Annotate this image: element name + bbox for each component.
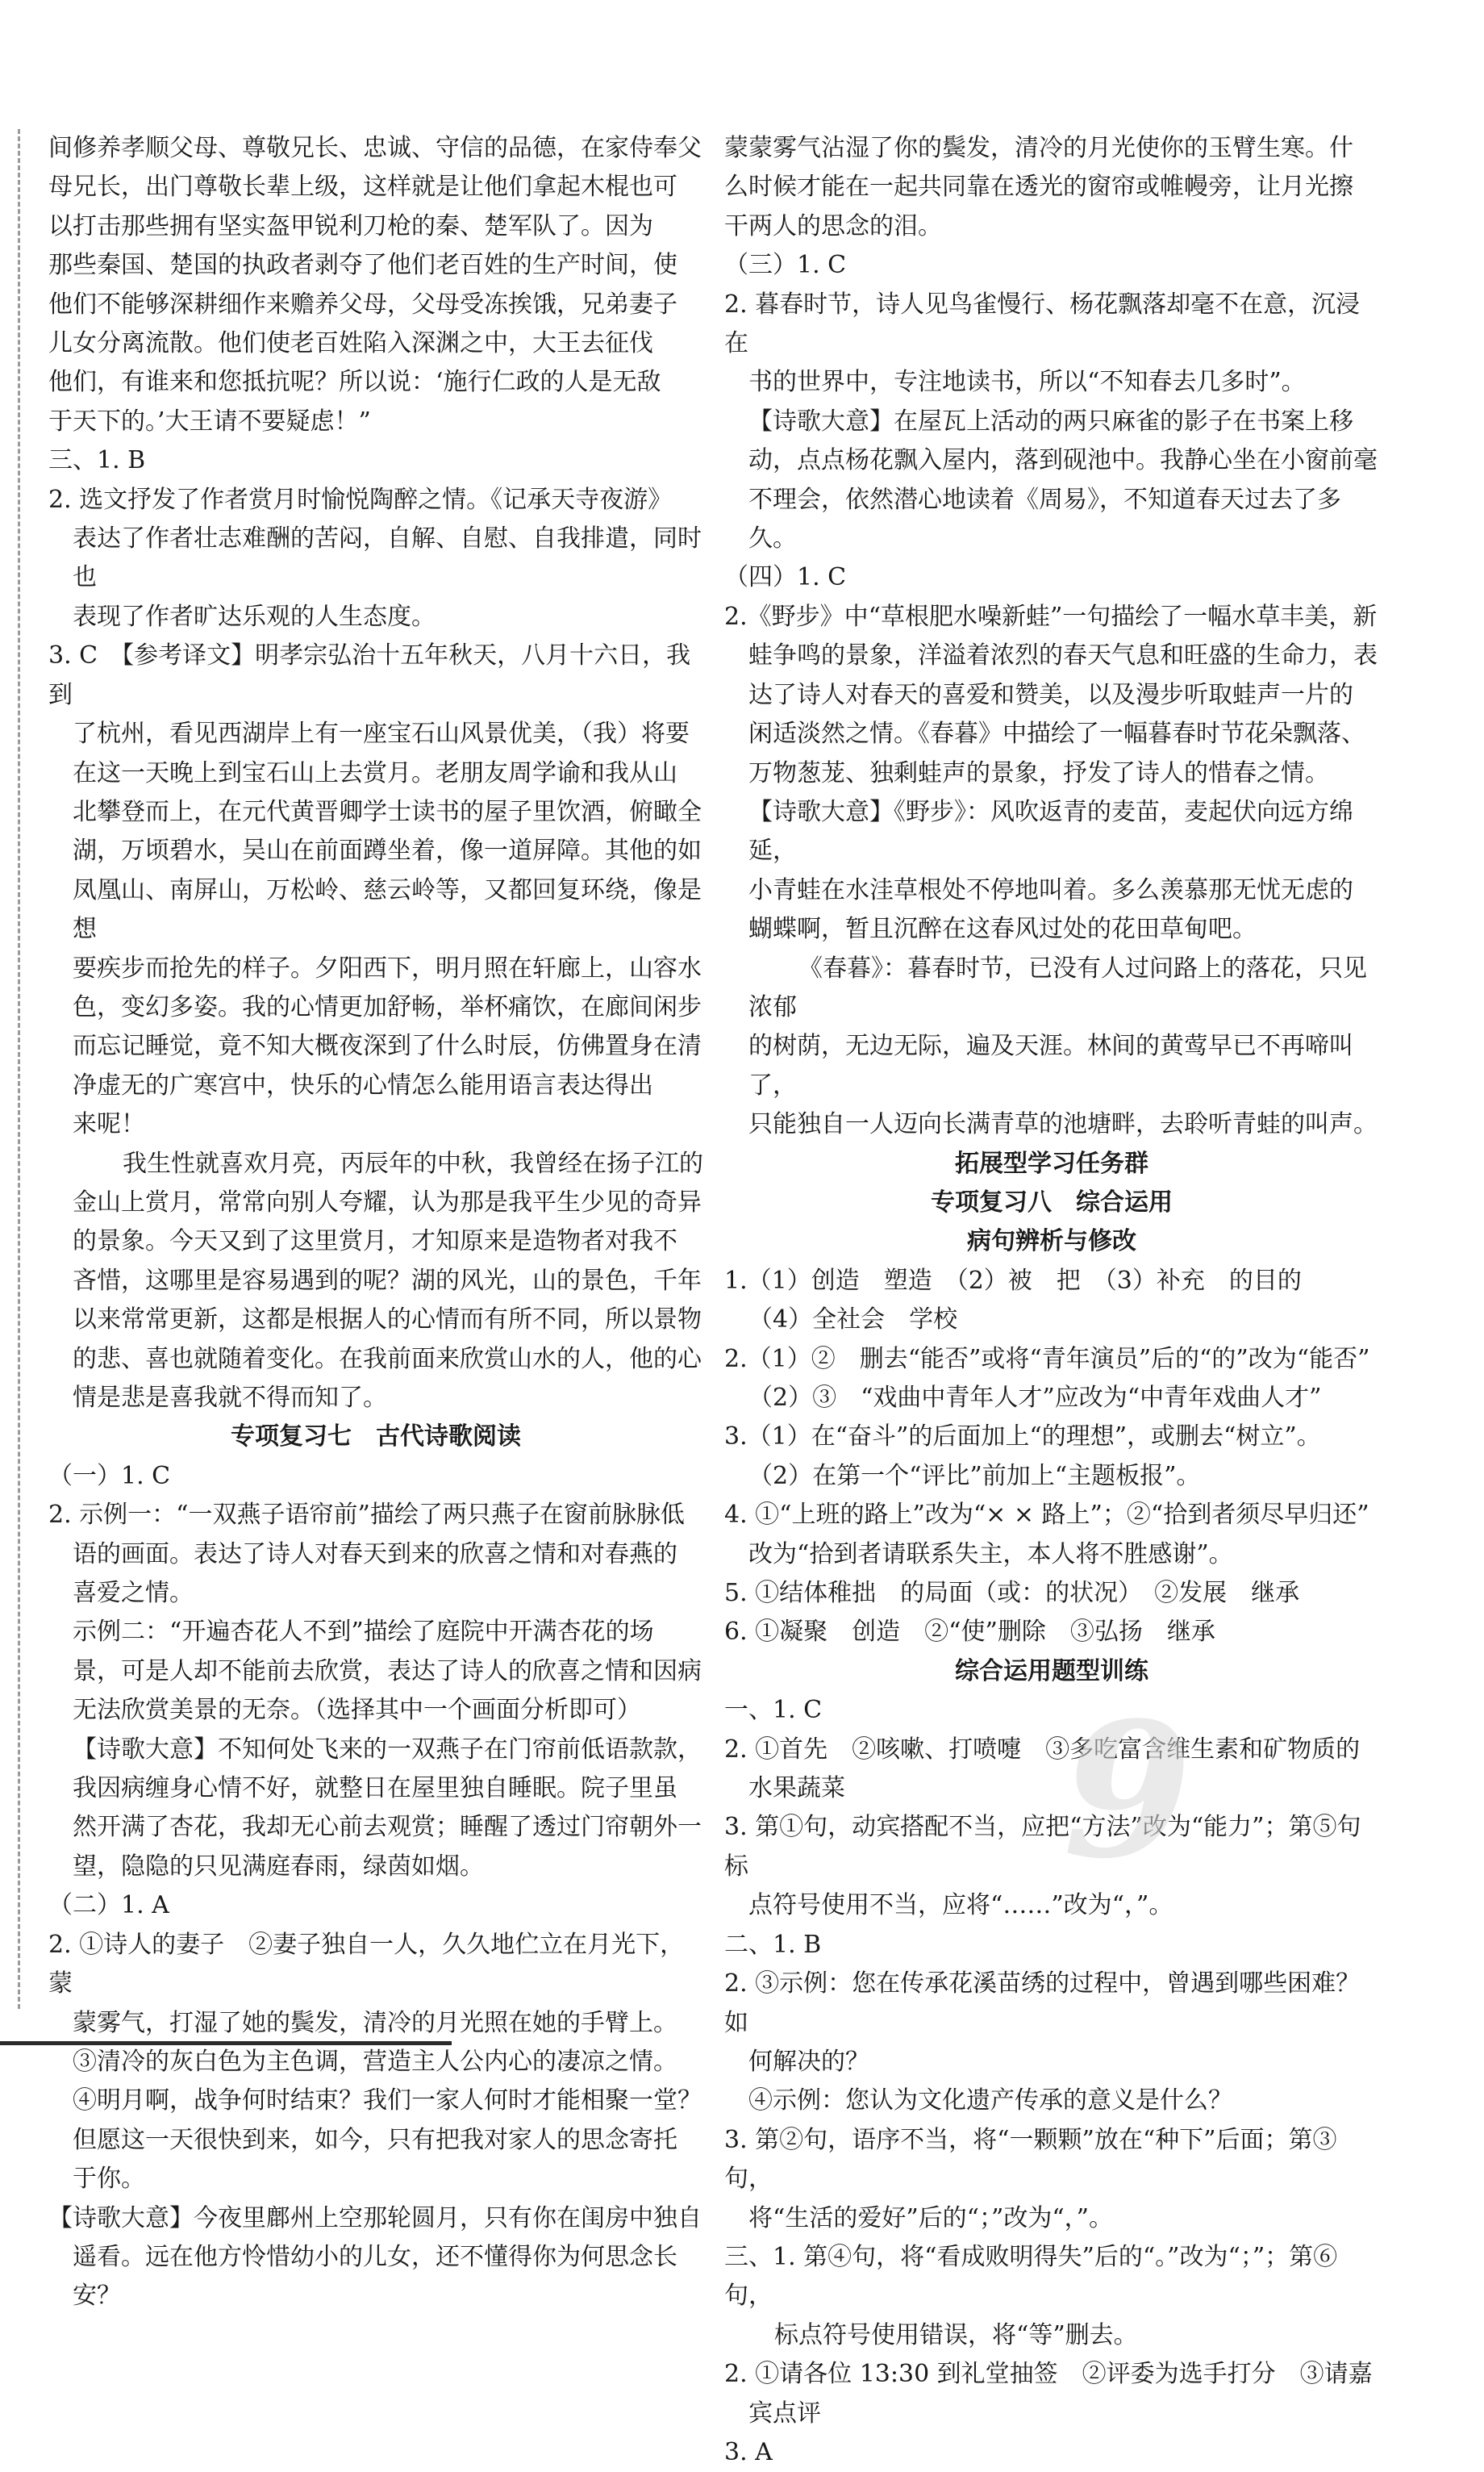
text-line: 以来常常更新，这都是根据人的心情而有所不同，所以景物 <box>73 1305 702 1334</box>
text-line: 改为“拾到者请联系失主，本人将不胜感谢”。 <box>748 1539 1233 1568</box>
text-line: 蒙蒙雾气沾湿了你的鬓发，清冷的月光使你的玉臂生寒。什 <box>724 134 1353 162</box>
text-line: 只能独自一人迈向长满青草的池塘畔，去聆听青蛙的叫声。 <box>748 1110 1378 1139</box>
poem-meaning-line: 【诗歌大意】《野步》：风吹返青的麦苗，麦起伏向远方绵延， <box>748 797 1353 866</box>
answer-line: 三、1. B <box>48 446 146 475</box>
text-line: ④示例：您认为文化遗产传承的意义是什么？ <box>748 2086 1232 2115</box>
text-line: ③清冷的灰白色为主色调，营造主人公内心的凄凉之情。 <box>73 2047 677 2076</box>
answer-line: 2. 示例一：“一双燕子语帘前”描绘了两只燕子在窗前脉脉低 <box>48 1501 685 1530</box>
text-line: 但愿这一天很快到来，如今，只有把我对家人的思念寄托 <box>73 2125 677 2154</box>
left-column <box>48 129 703 2316</box>
text-line: 我因病缠身心情不好，就整日在屋里独自睡眠。院子里虽 <box>73 1774 677 1803</box>
answer-line: 6. ①凝聚 创造 ②“使”删除 ③弘扬 继承 <box>724 1618 1215 1647</box>
text-line: 不理会，依然潜心地读着《周易》，不知道春天过去了多久。 <box>748 485 1341 553</box>
text-line: 蛙争鸣的景象，洋溢着浓烈的春天气息和旺盛的生命力，表 <box>748 641 1378 670</box>
text-line: 以打击那些拥有坚实盔甲锐利刀枪的秦、楚军队了。因为 <box>48 211 653 240</box>
text-line: 无法欣赏美景的无奈。（选择其中一个画面分析即可） <box>73 1696 641 1725</box>
text-line: 闲适淡然之情。《春暮》中描绘了一幅暮春时节花朵飘落、 <box>748 720 1365 749</box>
answer-line: 3. C 【参考译文】明孝宗弘治十五年秋天，八月十六日，我到 <box>48 641 691 709</box>
answer-line: 三、1. 第④句，将“看成败明得失”后的“。”改为“；”；第⑥句， <box>724 2242 1338 2311</box>
text-line: 情是悲是喜我就不得而知了。 <box>73 1384 387 1412</box>
text-line: 那些秦国、楚国的执政者剥夺了他们老百姓的生产时间，使 <box>48 251 677 280</box>
text-line: 的景象。今天又到了这里赏月，才知原来是造物者对我不 <box>73 1227 677 1256</box>
text-line: 干两人的思念的泪。 <box>724 211 942 240</box>
answer-line: （三）1. C <box>724 251 847 280</box>
section-heading: 专项复习八 综合运用 <box>931 1188 1173 1217</box>
text-line: 达了诗人对春天的喜爱和赞美，以及漫步听取蛙声一片的 <box>748 680 1353 709</box>
page-number-watermark: 9 <box>1063 1682 1193 1900</box>
text-line: 蒙雾气，打湿了她的鬓发，清冷的月光照在她的手臂上。 <box>73 2008 677 2037</box>
poem-meaning-line: 【诗歌大意】在屋瓦上活动的两只麻雀的影子在书案上移 <box>748 407 1353 436</box>
text-line: 的悲、喜也就随着变化。在我前面来欣赏山水的人，他的心 <box>73 1344 702 1373</box>
text-line: 的树荫，无边无际，遍及天涯。林间的黄莺早已不再啼叫了， <box>748 1032 1353 1100</box>
answer-line: 2. ①首先 ②咳嗽、打喷嚏 ③多吃富含维生素和矿物质的 <box>724 1735 1361 1764</box>
text-line: （2）在第一个“评比”前加上“主题板报”。 <box>748 1461 1201 1490</box>
answer-line: 一、1. C <box>724 1696 823 1725</box>
text-line: 了杭州，看见西湖岸上有一座宝石山风景优美，（我）将要 <box>73 720 690 749</box>
text-line: 湖，万顷碧水，吴山在前面蹲坐着，像一道屏障。其他的如 <box>73 837 702 866</box>
text-line: 万物葱茏、独剩蛙声的景象，抒发了诗人的惜春之情。 <box>748 758 1329 787</box>
text-line: 我生性就喜欢月亮，丙辰年的中秋，我曾经在扬子江的 <box>123 1149 703 1178</box>
text-line: 景，可是人却不能前去欣赏，表达了诗人的欣喜之情和因病 <box>73 1656 702 1685</box>
text-line: 么时候才能在一起共同靠在透光的窗帘或帷幔旁，让月光擦 <box>724 173 1353 202</box>
text-line: 金山上赏月，常常向别人夸耀，认为那是我平生少见的奇异 <box>73 1188 702 1217</box>
text-line: 点符号使用不当，应将“……”改为“，”。 <box>748 1891 1173 1920</box>
text-line: 宾点评 <box>748 2399 821 2428</box>
dashed-cut-line <box>18 129 20 2009</box>
answer-line: 4. ①“上班的路上”改为“× × 路上”；②“拾到者须尽早归还” <box>724 1501 1369 1530</box>
text-line: （4）全社会 学校 <box>748 1305 958 1334</box>
text-line: 蝴蝶啊，暂且沉醉在这春风过处的花田草甸吧。 <box>748 915 1257 944</box>
text-line: 吝惜，这哪里是容易遇到的呢？湖的风光，山的景色，千年 <box>73 1266 702 1295</box>
text-line: 水果蔬菜 <box>748 1774 845 1803</box>
text-line: 他们不能够深耕细作来赡养父母，父母受冻挨饿，兄弟妻子 <box>48 290 677 319</box>
text-line: 凤凰山、南屏山，万松岭、慈云岭等，又都回复环绕，像是想 <box>73 875 702 944</box>
answer-line: 1.（1）创造 塑造 （2）被 把 （3）补充 的目的 <box>724 1266 1302 1295</box>
answer-line: 2. ①请各位 13:30 到礼堂抽签 ②评委为选手打分 ③请嘉 <box>724 2360 1373 2389</box>
text-line: 将“生活的爱好”后的“；”改为“，”。 <box>748 2203 1114 2232</box>
text-line: 净虚无的广寒宫中，快乐的心情怎么能用语言表达得出 <box>73 1071 653 1100</box>
text-line: 表达了作者壮志难酬的苦闷，自解、自慰、自我排遣，同时也 <box>73 524 702 592</box>
text-line: 何解决的？ <box>748 2047 869 2076</box>
answer-line: 二、1. B <box>724 1930 822 1959</box>
text-line: 书的世界中，专注地读书，所以“不知春去几多时”。 <box>748 368 1306 397</box>
answer-line: 2. ①诗人的妻子 ②妻子独自一人，久久地伫立在月光下，蒙 <box>48 1930 685 1998</box>
text-line: 要疾步而抢先的样子。夕阳西下，明月照在轩廊上，山容水 <box>73 954 702 983</box>
right-column <box>724 129 1379 2472</box>
text-line: 小青蛙在水洼草根处不停地叫着。多么羡慕那无忧无虑的 <box>748 875 1353 904</box>
group-heading: 拓展型学习任务群 <box>955 1149 1148 1178</box>
text-line: 色，变幻多姿。我的心情更加舒畅，举杯痛饮，在廊间闲步 <box>73 992 702 1021</box>
text-line: 间修养孝顺父母、尊敬兄长、忠诚、守信的品德，在家侍奉父 <box>48 134 702 162</box>
answer-line: （一）1. C <box>48 1461 171 1490</box>
answer-line: 3. 第②句，语序不当，将“一颗颗”放在“种下”后面；第③句， <box>724 2125 1337 2194</box>
text-line: 他们，有谁来和您抵抗呢？所以说：‘施行仁政的人是无敌 <box>48 368 661 397</box>
text-line: ④明月啊，战争何时结束？我们一家人何时才能相聚一堂？ <box>73 2086 702 2115</box>
text-line: 动，点点杨花飘入屋内，落到砚池中。我静心坐在小窗前毫 <box>748 446 1378 475</box>
answer-line: 3. A <box>724 2437 773 2466</box>
text-line: 儿女分离流散。他们使老百姓陷入深渊之中，大王去征伐 <box>48 329 653 358</box>
text-line: 母兄长，出门尊敬长辈上级，这样就是让他们拿起木棍也可 <box>48 173 677 202</box>
answer-line: 2. 选文抒发了作者赏月时愉悦陶醉之情。《记承天寺夜游》 <box>48 485 673 514</box>
subsection-heading: 病句辨析与修改 <box>967 1227 1136 1256</box>
answer-line: （二）1. A <box>48 1891 169 1920</box>
text-line: 然开满了杏花，我却无心前去观赏；睡醒了透过门帘朝外一 <box>73 1813 702 1842</box>
poem-meaning-line: 【诗歌大意】今夜里鄜州上空那轮圆月，只有你在闺房中独自 <box>48 2203 702 2232</box>
section-heading: 专项复习七 古代诗歌阅读 <box>231 1422 521 1451</box>
text-line: 在这一天晚上到宝石山上去赏月。老朋友周学谕和我从山 <box>73 758 677 787</box>
text-line: 来呢！ <box>73 1110 145 1139</box>
text-line: 遥看。远在他方怜惜幼小的儿女，还不懂得你为何思念长安？ <box>73 2242 677 2311</box>
answer-line: 2. ③示例：您在传承花溪苗绣的过程中，曾遇到哪些困难？如 <box>724 1969 1361 2037</box>
answer-line: 2.（1）② 删去“能否”或将“青年演员”后的“的”改为“能否” <box>724 1344 1370 1373</box>
text-line: 望，隐隐的只见满庭春雨，绿茵如烟。 <box>73 1852 484 1881</box>
text-line: 《春暮》：暮春时节，已没有人过问路上的落花，只见浓郁 <box>748 954 1367 1021</box>
poem-meaning-line: 【诗歌大意】不知何处飞来的一双燕子在门帘前低语款款， <box>73 1735 702 1764</box>
text-line: 于你。 <box>73 2165 145 2194</box>
answer-line: 2. 暮春时节，诗人见鸟雀慢行、杨花飘落却毫不在意，沉浸在 <box>724 290 1361 358</box>
text-line: 而忘记睡觉，竟不知大概夜深到了什么时辰，仿佛置身在清 <box>73 1032 702 1061</box>
answer-line: 5. ①结体稚拙 的局面（或：的状况） ②发展 继承 <box>724 1579 1300 1608</box>
text-line: （2）③ “戏曲中青年人才”应改为“中青年戏曲人才” <box>748 1384 1322 1412</box>
answer-line: 2.《野步》中“草根肥水噪新蛙”一句描绘了一幅水草丰美，新 <box>724 602 1378 631</box>
text-line: 北攀登而上，在元代黄晋卿学士读书的屋子里饮酒，俯瞰全 <box>73 797 702 826</box>
text-line: 示例二：“开遍杏花人不到”描绘了庭院中开满杏花的场 <box>73 1618 654 1647</box>
text-line: 喜爱之情。 <box>73 1579 194 1608</box>
text-line: 标点符号使用错误，将“等”删去。 <box>774 2320 1138 2349</box>
text-line: 表现了作者旷达乐观的人生态度。 <box>73 602 436 631</box>
subsection-heading: 综合运用题型训练 <box>955 1656 1148 1685</box>
answer-line: （四）1. C <box>724 563 847 592</box>
footer-rule <box>0 2041 452 2045</box>
text-line: 语的画面。表达了诗人对春天到来的欣喜之情和对春燕的 <box>73 1539 677 1568</box>
text-line: 于天下的。’大王请不要疑虑！” <box>48 407 371 436</box>
answer-line: 3.（1）在“奋斗”的后面加上“的理想”，或删去“树立”。 <box>724 1422 1321 1451</box>
answer-line: 3. 第①句，动宾搭配不当，应把“方法”改为“能力”；第⑤句标 <box>724 1813 1361 1881</box>
